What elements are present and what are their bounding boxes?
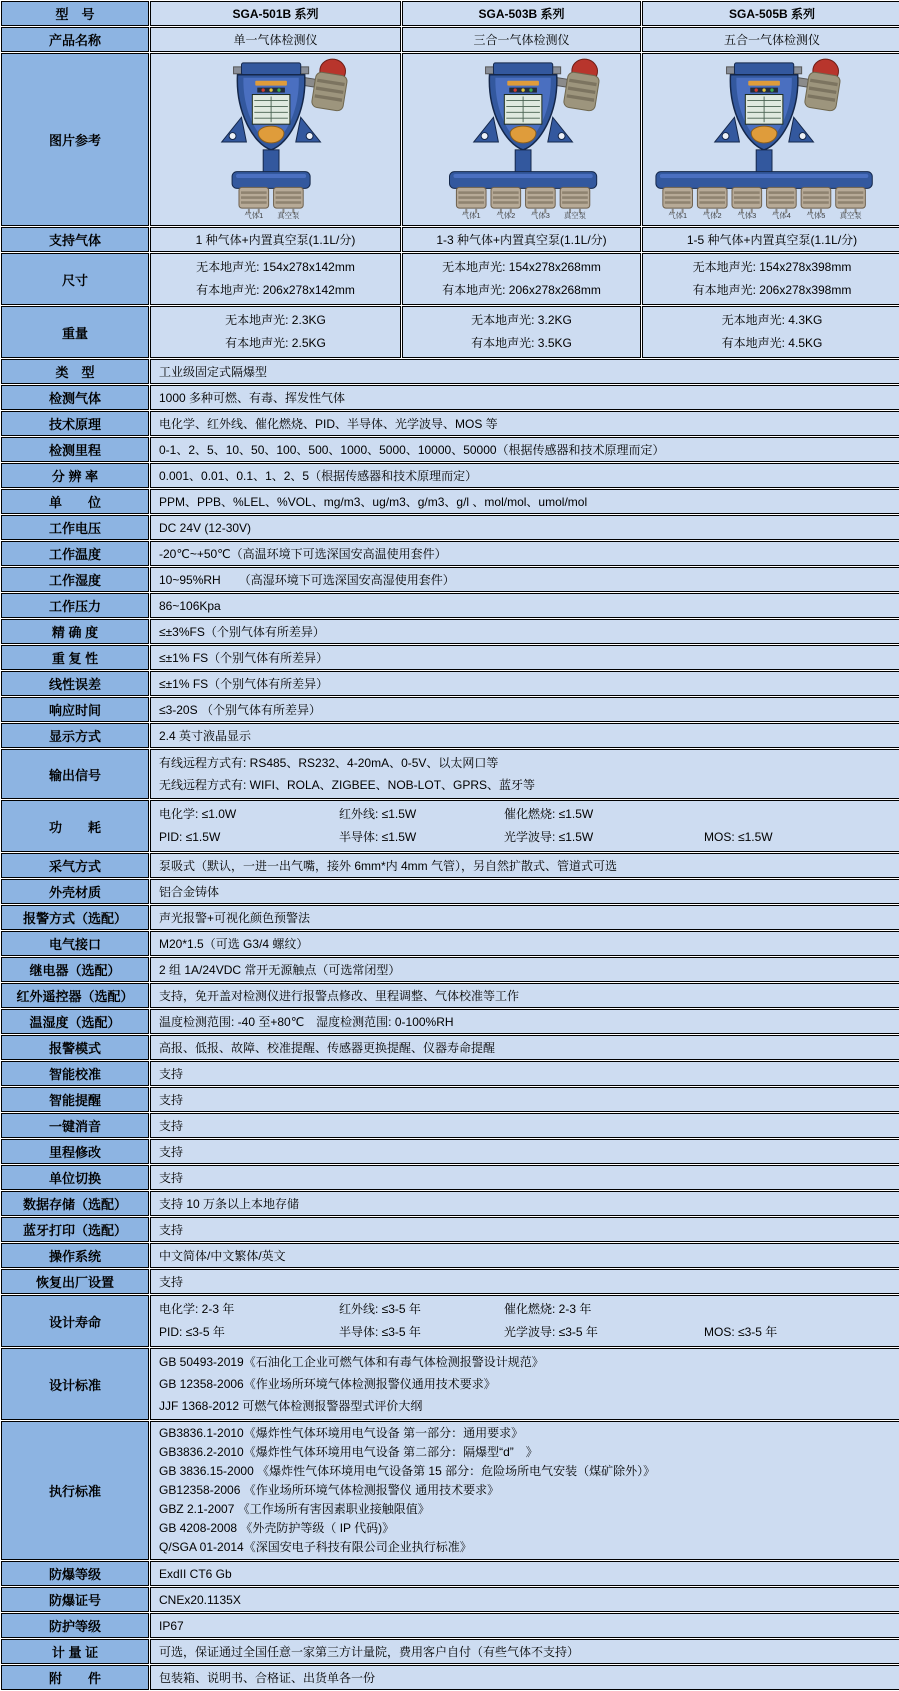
sensor-cylinder — [801, 187, 831, 220]
device-illustration-2 — [411, 56, 641, 220]
svg-text:真空泵: 真空泵 — [277, 211, 300, 220]
svg-text:气体5: 气体5 — [806, 211, 826, 220]
spec-label: 红外遥控器（选配） — [1, 983, 149, 1008]
spec-label: 报警方式（选配） — [1, 905, 149, 930]
spec-row — [1, 697, 899, 722]
spec-value: 支持 — [150, 1113, 899, 1138]
spec-value — [150, 800, 899, 852]
spec-line: 无线远程方式有: WIFI、ROLA、ZIGBEE、NOB-LOT、GPRS、蓝牙等 — [159, 778, 536, 792]
dimensions-3 — [642, 253, 899, 305]
spec-label: 线性误差 — [1, 671, 149, 696]
spec-value: 支持 — [150, 1087, 899, 1112]
spec-value: 0.001、0.01、0.1、1、2、5（根据传感器和技术原理而定） — [150, 463, 899, 488]
svg-text:气体4: 气体4 — [771, 211, 791, 220]
spec-grid-item: 催化燃烧: 2-3 年 — [504, 1302, 592, 1316]
spec-grid-item: 电化学: 2-3 年 — [159, 1302, 235, 1316]
spec-value: 支持 — [150, 1217, 899, 1242]
spec-label: 输出信号 — [1, 749, 149, 799]
spec-label: 外壳材质 — [1, 879, 149, 904]
spec-value: 铝合金铸体 — [150, 879, 899, 904]
spec-line: GB 3836.15-2000 《爆炸性气体环境用电气设备第 15 部分：危险场所电气安装（煤矿除外）》 — [159, 1464, 656, 1478]
spec-value: DC 24V (12-30V) — [150, 515, 899, 540]
spec-value: 1000 多种可燃、有毒、挥发性气体 — [150, 385, 899, 410]
spec-line: JJF 1368-2012 可燃气体检测报警器型式评价大纲 — [159, 1399, 423, 1413]
spec-value: 电化学、红外线、催化燃烧、PID、半导体、光学波导、MOS 等 — [150, 411, 899, 436]
product-row-label: 产品名称 — [1, 27, 149, 52]
weight-line: 有本地声光: 2.5KG — [225, 336, 326, 350]
device-illustration-1 — [159, 56, 399, 220]
spec-row — [1, 1348, 899, 1420]
spec-row — [1, 800, 899, 852]
device-image-cell-1 — [150, 53, 401, 226]
spec-rows-body — [1, 359, 899, 1690]
spec-line: GB 4208-2008 《外壳防护等级（ IP 代码)》 — [159, 1521, 395, 1535]
spec-label: 温湿度（选配） — [1, 1009, 149, 1034]
spec-grid-item — [704, 1298, 893, 1321]
status-led-green — [770, 88, 773, 91]
spec-label: 蓝牙打印（选配） — [1, 1217, 149, 1242]
brand-strip — [255, 81, 287, 86]
status-led-red — [262, 88, 265, 91]
spec-row — [1, 1639, 899, 1664]
spec-value: -20℃~+50℃（高温环境下可选深国安高温使用套件） — [150, 541, 899, 566]
spec-label: 检测里程 — [1, 437, 149, 462]
weight-label: 重量 — [1, 306, 149, 358]
weight-line: 无本地声光: 4.3KG — [721, 313, 823, 327]
status-led-red — [514, 88, 517, 91]
spec-line: GB12358-2006 《作业场所环境气体检测报警仪 通用技术要求》 — [159, 1483, 500, 1497]
spec-label: 恢复出厂设置 — [1, 1269, 149, 1294]
spec-row — [1, 1191, 899, 1216]
product-name-3: 五合一气体检测仪 — [642, 27, 899, 52]
spec-row — [1, 1113, 899, 1138]
spec-label: 精 确 度 — [1, 619, 149, 644]
spec-row — [1, 957, 899, 982]
device-image-cell-3 — [642, 53, 899, 226]
sensor-cylinders — [239, 187, 303, 220]
spec-row — [1, 437, 899, 462]
spec-grid-item: 半导体: ≤3-5 年 — [339, 1325, 421, 1339]
spec-row — [1, 749, 899, 799]
dimensions-2 — [402, 253, 641, 305]
spec-grid-item: 光学波导: ≤3-5 年 — [504, 1325, 598, 1339]
spec-value — [150, 1421, 899, 1560]
sensor-cylinder — [456, 187, 486, 220]
spec-value: ≤±3%FS（个别气体有所差异） — [150, 619, 899, 644]
spec-grid-item: 光学波导: ≤1.5W — [504, 830, 594, 844]
spec-row — [1, 1421, 899, 1560]
spec-grid-item: PID: ≤3-5 年 — [159, 1325, 225, 1339]
gas-detector-drawing — [411, 56, 641, 220]
spec-label: 检测气体 — [1, 385, 149, 410]
spec-value: 支持 — [150, 1061, 899, 1086]
gas-detector-drawing — [159, 56, 399, 220]
sensor-cylinder — [836, 187, 866, 220]
product-name-2: 三合一气体检测仪 — [402, 27, 641, 52]
spec-label: 电气接口 — [1, 931, 149, 956]
spec-label: 工作湿度 — [1, 567, 149, 592]
weight-row — [1, 306, 899, 358]
spec-row — [1, 1035, 899, 1060]
sensor-cylinder — [663, 187, 693, 220]
spec-grid-line — [159, 1321, 893, 1344]
sensor-cylinder — [767, 187, 797, 220]
spec-row — [1, 1613, 899, 1638]
spec-line: GB3836.2-2010《爆炸性气体环境用电气设备 第二部分：隔爆型“d” 》 — [159, 1445, 538, 1459]
spec-label: 计 量 证 — [1, 1639, 149, 1664]
spec-value: 2 组 1A/24VDC 常开无源触点（可选常闭型） — [150, 957, 899, 982]
spec-line: GBZ 2.1-2007 《工作场所有害因素职业接触限值》 — [159, 1502, 430, 1516]
sensor-cylinder — [239, 187, 269, 220]
svg-text:气体3: 气体3 — [737, 211, 757, 220]
spec-label: 一键消音 — [1, 1113, 149, 1138]
spec-line: 有线远程方式有: RS485、RS232、4-20mA、0-5V、以太网口等 — [159, 756, 499, 770]
weight-line: 有本地声光: 3.5KG — [471, 336, 572, 350]
model-name-1: SGA-501B 系列 — [150, 1, 401, 26]
spec-label: 里程修改 — [1, 1139, 149, 1164]
device-illustration-3 — [652, 56, 892, 220]
spec-value: 可选，保证通过全国任意一家第三方计量院，费用客户自付（有些气体不支持） — [150, 1639, 899, 1664]
spec-row — [1, 1269, 899, 1294]
spec-value: IP67 — [150, 1613, 899, 1638]
weight-line: 无本地声光: 3.2KG — [471, 313, 572, 327]
spec-label: 显示方式 — [1, 723, 149, 748]
spec-value: M20*1.5（可选 G3/4 螺纹） — [150, 931, 899, 956]
spec-row — [1, 567, 899, 592]
function-button — [510, 126, 536, 143]
svg-text:真空泵: 真空泵 — [839, 211, 862, 220]
spec-row — [1, 853, 899, 878]
dimensions-1 — [150, 253, 401, 305]
spec-row — [1, 619, 899, 644]
spec-row — [1, 1587, 899, 1612]
spec-label: 数据存储（选配） — [1, 1191, 149, 1216]
spec-row — [1, 905, 899, 930]
spec-label: 工作温度 — [1, 541, 149, 566]
spec-row — [1, 541, 899, 566]
spec-row — [1, 1217, 899, 1242]
sensor-cylinder — [732, 187, 762, 220]
spec-value: ≤3-20S （个别气体有所差异） — [150, 697, 899, 722]
status-led-yellow — [521, 88, 524, 91]
spec-row — [1, 359, 899, 384]
weight-1 — [150, 306, 401, 358]
spec-grid-item: 催化燃烧: ≤1.5W — [504, 807, 594, 821]
spec-value: 泵吸式（默认，一进一出气嘴，接外 6mm*内 4mm 气管），另自然扩散式、管道式可选 — [150, 853, 899, 878]
sensor-cylinder — [491, 187, 521, 220]
spec-grid-item: 电化学: ≤1.0W — [159, 807, 237, 821]
spec-label: 技术原理 — [1, 411, 149, 436]
spec-label: 功 耗 — [1, 800, 149, 852]
spec-row — [1, 385, 899, 410]
spec-row — [1, 723, 899, 748]
spec-row — [1, 515, 899, 540]
dimension-line: 有本地声光: 206x278x398mm — [692, 283, 852, 297]
status-led-green — [277, 88, 280, 91]
spec-row — [1, 411, 899, 436]
image-row-label: 图片参考 — [1, 53, 149, 226]
dimensions-row — [1, 253, 899, 305]
gas-support-label: 支持气体 — [1, 227, 149, 252]
function-button — [751, 126, 777, 143]
spec-line: GB3836.1-2010《爆炸性气体环境用电气设备 第一部分：通用要求》 — [159, 1426, 524, 1440]
spec-label: 单位切换 — [1, 1165, 149, 1190]
spec-value: 支持 — [150, 1269, 899, 1294]
spec-label: 执行标准 — [1, 1421, 149, 1560]
spec-row — [1, 879, 899, 904]
spec-line: Q/SGA 01-2014《深国安电子科技有限公司企业执行标准》 — [159, 1540, 472, 1554]
product-name-1: 单一气体检测仪 — [150, 27, 401, 52]
spec-label: 响应时间 — [1, 697, 149, 722]
spec-label: 报警模式 — [1, 1035, 149, 1060]
spec-value: 支持 — [150, 1165, 899, 1190]
spec-line: GB 50493-2019《石油化工企业可燃气体和有毒气体检测报警设计规范》 — [159, 1355, 544, 1369]
spec-grid-line — [159, 803, 893, 826]
spec-row — [1, 593, 899, 618]
sensor-cylinder — [526, 187, 556, 220]
spec-label: 分 辨 率 — [1, 463, 149, 488]
status-led-yellow — [762, 88, 765, 91]
spec-grid-item: MOS: ≤1.5W — [704, 830, 773, 844]
status-led-red — [755, 88, 758, 91]
model-row — [1, 1, 899, 26]
weight-line: 有本地声光: 4.5KG — [721, 336, 823, 350]
product-row — [1, 27, 899, 52]
sensor-cylinder — [274, 187, 304, 220]
model-row-label: 型 号 — [1, 1, 149, 26]
spec-row — [1, 1165, 899, 1190]
spec-row — [1, 1087, 899, 1112]
spec-value: 高报、低报、故障、校准提醒、传感器更换提醒、仪器寿命提醒 — [150, 1035, 899, 1060]
spec-value: ≤±1% FS（个别气体有所差异） — [150, 671, 899, 696]
spec-value: 包装箱、说明书、合格证、出货单各一份 — [150, 1665, 899, 1690]
spec-value: 声光报警+可视化颜色预警法 — [150, 905, 899, 930]
spec-row — [1, 1561, 899, 1586]
spec-label: 操作系统 — [1, 1243, 149, 1268]
spec-label: 工作压力 — [1, 593, 149, 618]
spec-label: 继电器（选配） — [1, 957, 149, 982]
lcd-screen — [252, 95, 290, 125]
spec-label: 防爆证号 — [1, 1587, 149, 1612]
gas-support-2: 1-3 种气体+内置真空泵(1.1L/分) — [402, 227, 641, 252]
dimension-line: 无本地声光: 154x278x268mm — [442, 260, 601, 274]
spec-label: 重 复 性 — [1, 645, 149, 670]
svg-text:气体1: 气体1 — [461, 211, 481, 220]
spec-grid-item — [704, 803, 893, 826]
weight-2 — [402, 306, 641, 358]
spec-label: 类 型 — [1, 359, 149, 384]
gas-support-3: 1-5 种气体+内置真空泵(1.1L/分) — [642, 227, 899, 252]
gas-detector-drawing — [652, 56, 892, 220]
function-button — [258, 126, 284, 143]
spec-line: GB 12358-2006《作业场所环境气体检测报警仪通用技术要求》 — [159, 1377, 496, 1391]
spec-value — [150, 1295, 899, 1347]
spec-row — [1, 463, 899, 488]
sensor-cylinder — [697, 187, 727, 220]
spec-row — [1, 1061, 899, 1086]
spec-value: 86~106Kpa — [150, 593, 899, 618]
weight-line: 无本地声光: 2.3KG — [225, 313, 326, 327]
spec-value: 温度检测范围: -40 至+80℃ 湿度检测范围: 0-100%RH — [150, 1009, 899, 1034]
svg-text:气体2: 气体2 — [496, 211, 516, 220]
spec-value: 支持 — [150, 1139, 899, 1164]
dimension-line: 无本地声光: 154x278x142mm — [196, 260, 355, 274]
spec-row — [1, 983, 899, 1008]
model-name-2: SGA-503B 系列 — [402, 1, 641, 26]
image-row — [1, 53, 899, 226]
spec-label: 智能提醒 — [1, 1087, 149, 1112]
spec-row — [1, 645, 899, 670]
spec-row — [1, 1665, 899, 1690]
svg-text:气体2: 气体2 — [702, 211, 722, 220]
gas-support-row — [1, 227, 899, 252]
spec-value: ExdII CT6 Gb — [150, 1561, 899, 1586]
spec-value — [150, 749, 899, 799]
lcd-screen — [504, 95, 542, 125]
dimension-line: 有本地声光: 206x278x268mm — [442, 283, 601, 297]
spec-grid-item: 红外线: ≤3-5 年 — [339, 1302, 421, 1316]
spec-grid-item: PID: ≤1.5W — [159, 830, 221, 844]
spec-value: 支持 10 万条以上本地存储 — [150, 1191, 899, 1216]
spec-label: 附 件 — [1, 1665, 149, 1690]
dimensions-label: 尺寸 — [1, 253, 149, 305]
spec-value: 2.4 英寸液晶显示 — [150, 723, 899, 748]
svg-text:气体1: 气体1 — [668, 211, 688, 220]
lcd-screen — [745, 95, 783, 125]
spec-value: 0-1、2、5、10、50、100、500、1000、5000、10000、50000（根据传感器和技术原理而定） — [150, 437, 899, 462]
spec-value: 中文简体/中文繁体/英文 — [150, 1243, 899, 1268]
spec-label: 设计寿命 — [1, 1295, 149, 1347]
spec-label: 单 位 — [1, 489, 149, 514]
status-led-green — [529, 88, 532, 91]
model-name-3: SGA-505B 系列 — [642, 1, 899, 26]
spec-value: PPM、PPB、%LEL、%VOL、mg/m3、ug/m3、g/m3、g/l 、mol/mol、umol/mol — [150, 489, 899, 514]
spec-label: 智能校准 — [1, 1061, 149, 1086]
spec-row — [1, 1243, 899, 1268]
spec-label: 工作电压 — [1, 515, 149, 540]
spec-grid-item: 红外线: ≤1.5W — [339, 807, 417, 821]
brand-strip — [748, 81, 780, 86]
gas-support-1: 1 种气体+内置真空泵(1.1L/分) — [150, 227, 401, 252]
spec-value: 工业级固定式隔爆型 — [150, 359, 899, 384]
spec-row — [1, 1009, 899, 1034]
spec-label: 采气方式 — [1, 853, 149, 878]
spec-grid-line — [159, 1298, 893, 1321]
dimension-line: 无本地声光: 154x278x398mm — [692, 260, 852, 274]
spec-label: 防护等级 — [1, 1613, 149, 1638]
spec-value: 10~95%RH （高湿环境下可选深国安高湿使用套件） — [150, 567, 899, 592]
spec-row — [1, 1139, 899, 1164]
sensor-cylinders — [456, 187, 589, 220]
brand-strip — [507, 81, 539, 86]
device-image-cell-2 — [402, 53, 641, 226]
svg-text:真空泵: 真空泵 — [563, 211, 587, 220]
spec-value — [150, 1348, 899, 1420]
svg-text:气体3: 气体3 — [530, 211, 550, 220]
spec-row — [1, 931, 899, 956]
spec-row — [1, 1295, 899, 1347]
sensor-cylinders — [663, 187, 866, 220]
spec-value: 支持，免开盖对检测仪进行报警点修改、里程调整、气体校准等工作 — [150, 983, 899, 1008]
spec-grid-line — [159, 826, 893, 849]
spec-row — [1, 489, 899, 514]
weight-3 — [642, 306, 899, 358]
spec-value: CNEx20.1135X — [150, 1587, 899, 1612]
svg-text:气体1: 气体1 — [244, 211, 264, 220]
status-led-yellow — [269, 88, 272, 91]
dimension-line: 有本地声光: 206x278x142mm — [196, 283, 355, 297]
spec-value: ≤±1% FS（个别气体有所差异） — [150, 645, 899, 670]
spec-label: 设计标准 — [1, 1348, 149, 1420]
spec-grid-item: MOS: ≤3-5 年 — [704, 1325, 778, 1339]
spec-grid-item: 半导体: ≤1.5W — [339, 830, 417, 844]
spec-label: 防爆等级 — [1, 1561, 149, 1586]
sensor-cylinder — [560, 187, 590, 220]
spec-row — [1, 671, 899, 696]
